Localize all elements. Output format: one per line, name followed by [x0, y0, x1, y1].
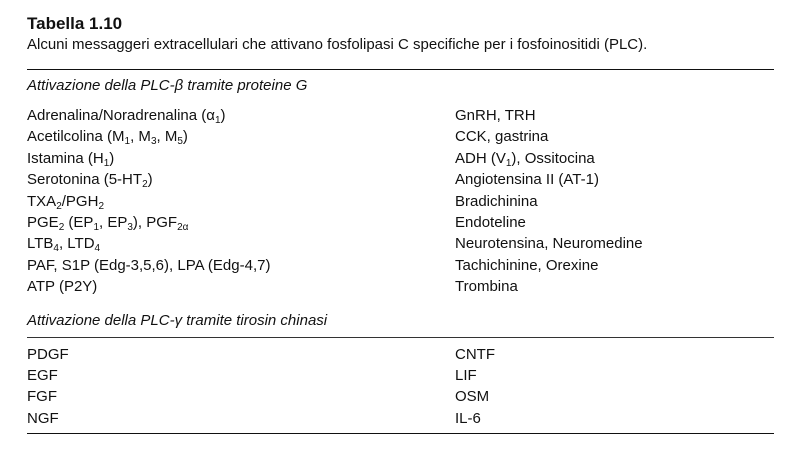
text-segment: CCK, gastrina — [455, 128, 549, 146]
text-segment: GnRH, TRH — [455, 107, 536, 124]
subscript: 2 — [142, 179, 148, 191]
table-row — [27, 386, 774, 407]
cell-right — [455, 126, 548, 147]
table-title: Tabella 1.10 — [27, 14, 123, 33]
subscript: 4 — [94, 243, 101, 255]
text-segment: LTB — [27, 235, 54, 253]
text-segment: (EP — [64, 214, 94, 232]
text-segment: , M — [156, 128, 178, 146]
text-segment: Endoteline — [455, 214, 526, 232]
table-caption: Alcuni messaggeri extracellulari che attivano fosfolipasi C specifiche per i fosfoinositidi (PLC). — [27, 36, 648, 53]
text-segment: PAF, S1P (Edg-3,5,6), LPA (Edg-4,7) — [27, 256, 271, 274]
cell-right — [455, 255, 598, 276]
text-segment: PGE — [27, 214, 59, 232]
section-rows-plc-beta — [27, 105, 774, 298]
cell-right — [455, 233, 643, 254]
text-segment: Istamina (H — [27, 149, 104, 167]
top-rule — [27, 69, 774, 70]
subscript: 2 — [58, 222, 65, 234]
table-row — [27, 105, 774, 126]
table-container — [27, 14, 774, 434]
cell-left — [27, 212, 455, 233]
subscript: 2α — [177, 222, 189, 234]
cell-left — [27, 276, 455, 297]
subscript: 1 — [505, 157, 512, 169]
section-heading-plc-gamma — [27, 311, 774, 331]
subscript: 4 — [53, 243, 59, 255]
section-heading-plc-beta — [27, 76, 774, 96]
gamma-symbol: γ — [174, 311, 183, 329]
subscript: 3 — [150, 136, 157, 148]
cell-left — [27, 105, 455, 126]
text-segment: ), PGF — [132, 214, 178, 232]
subscript: 1 — [214, 115, 221, 126]
text-segment: /PGH — [61, 192, 99, 210]
cell-left — [27, 408, 455, 429]
subscript: 2 — [98, 200, 104, 212]
section-divider — [27, 337, 774, 338]
table-row — [27, 276, 774, 297]
cell-right — [455, 344, 495, 365]
text-segment: IL-6 — [455, 409, 481, 427]
heading-text-post: tramite tirosin chinasi — [182, 311, 328, 329]
bottom-rule — [27, 433, 774, 434]
text-segment: Adrenalina/Noradrenalina (α — [27, 107, 215, 124]
table-row — [27, 191, 774, 212]
text-segment: NGF — [27, 409, 59, 427]
heading-text-pre: Attivazione della PLC- — [27, 77, 175, 94]
text-segment: Tachichinine, Orexine — [455, 256, 599, 274]
subscript: 5 — [177, 136, 183, 148]
text-segment: ) — [147, 171, 153, 189]
cell-right — [455, 408, 481, 429]
text-segment: , M — [130, 128, 151, 146]
cell-left — [27, 233, 455, 254]
text-segment: Neurotensina, Neuromedine — [455, 235, 643, 253]
text-segment: Acetilcolina (M — [27, 128, 125, 146]
table-row — [27, 344, 774, 365]
table-row — [27, 212, 774, 233]
cell-left — [27, 169, 455, 190]
cell-right — [455, 169, 599, 190]
cell-left — [27, 344, 455, 365]
cell-right — [455, 105, 536, 126]
cell-right — [455, 191, 538, 212]
subscript: 3 — [127, 222, 133, 234]
text-segment: EGF — [27, 367, 58, 385]
text-segment: FGF — [27, 388, 57, 406]
subscript: 2 — [56, 200, 62, 212]
text-segment: ) — [220, 107, 226, 124]
cell-left — [27, 148, 455, 169]
text-segment: Serotonina (5-HT — [27, 171, 143, 189]
cell-left — [27, 191, 455, 212]
table-row — [27, 148, 774, 169]
cell-right — [455, 276, 518, 297]
cell-right — [455, 148, 595, 169]
table-row — [27, 365, 774, 386]
cell-right — [455, 212, 526, 233]
cell-left — [27, 365, 455, 386]
text-segment: ) — [182, 128, 188, 146]
subscript: 1 — [124, 136, 131, 148]
text-segment: Bradichinina — [455, 192, 538, 210]
text-segment: LIF — [455, 367, 477, 385]
cell-left — [27, 386, 455, 407]
cell-right — [455, 365, 477, 386]
text-segment: , LTD — [58, 235, 95, 253]
text-segment: PDGF — [27, 345, 69, 363]
text-segment: TXA — [27, 192, 57, 210]
text-segment: ADH (V — [455, 149, 506, 167]
cell-left — [27, 255, 455, 276]
text-segment: OSM — [455, 388, 490, 406]
text-segment: CNTF — [455, 345, 495, 363]
text-segment: Trombina — [455, 278, 518, 296]
table-row — [27, 169, 774, 190]
table-row — [27, 408, 774, 429]
cell-left — [27, 126, 455, 147]
cell-right — [455, 386, 489, 407]
section-rows-plc-gamma — [27, 344, 774, 430]
text-segment: ), Ossitocina — [511, 149, 595, 167]
subscript: 1 — [93, 222, 99, 234]
table-row — [27, 126, 774, 147]
text-segment: , EP — [99, 214, 128, 232]
text-segment: ATP (P2Y) — [27, 278, 98, 296]
subscript: 1 — [103, 157, 110, 169]
text-segment: Angiotensina II (AT-1) — [455, 171, 599, 189]
beta-symbol: β — [174, 77, 184, 94]
table-row — [27, 255, 774, 276]
table-row — [27, 233, 774, 254]
text-segment: ) — [109, 149, 115, 167]
heading-text-pre: Attivazione della PLC- — [27, 311, 175, 329]
heading-text-post: tramite proteine G — [183, 77, 308, 94]
